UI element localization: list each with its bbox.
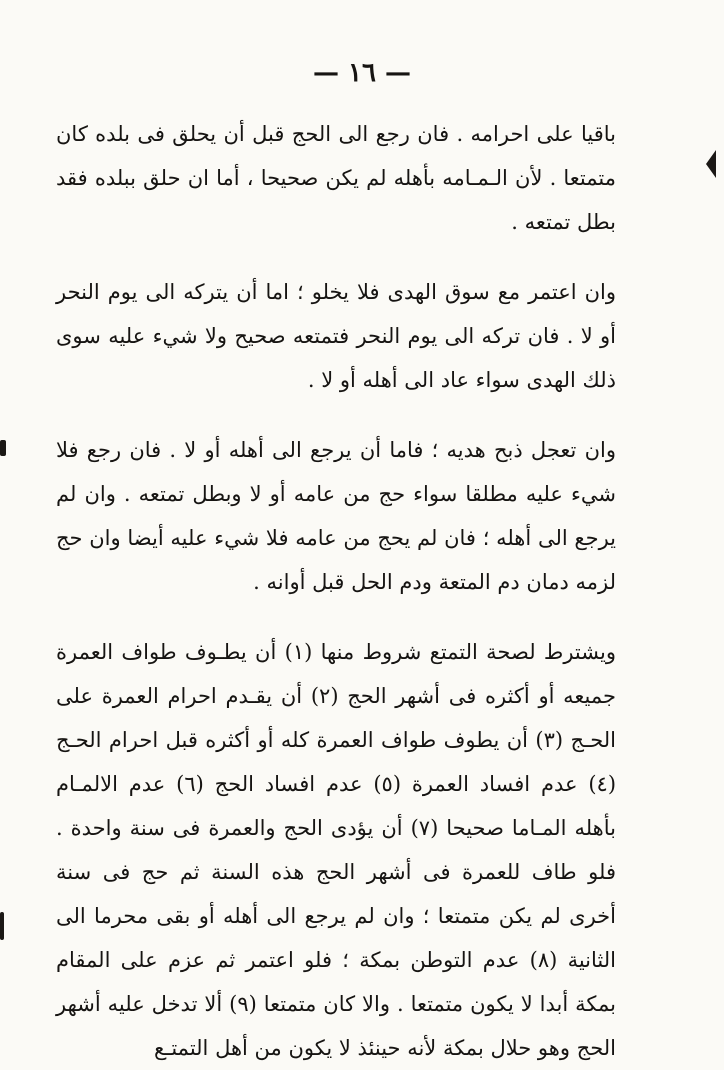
- paragraph-3: وان تعجل ذبح هديه ؛ فاما أن يرجع الى أهله أو لا . فان رجع فلا شيء عليه مطلقا سواء حج من عامه أو لا وبطل تمتعه . وان لم يرجع الى أهله ؛ فان لم يحج من عامه فلا شيء عليه أيضا وان حج لزمه دمان دم المتعة ودم الحل قبل أوانه .: [56, 438, 616, 594]
- margin-mark-icon: [706, 150, 716, 178]
- margin-mark-icon: [0, 440, 6, 456]
- paragraph-1: باقيا على احرامه . فان رجع الى الحج قبل أن يحلق فى بلده كان متمتعا . لأن الـمـامه بأهله لم يكن صحيحا ، أما ان حلق ببلده فقد بطل تمتعه .: [56, 122, 616, 234]
- page-number: — ١٦ —: [312, 58, 412, 88]
- page-body: [56, 112, 616, 1070]
- paragraph-2: وان اعتمر مع سوق الهدى فلا يخلو ؛ اما أن يتركه الى يوم النحر أو لا . فان تركه الى يوم النحر فتمتعه صحيح ولا شيء عليه سوى ذلك الهدى سواء عاد الى أهله أو لا .: [56, 280, 616, 392]
- margin-mark-icon: [0, 912, 4, 940]
- paragraph-4: ويشترط لصحة التمتع شروط منها (١) أن يطـوف طواف العمرة جميعه أو أكثره فى أشهر الحج (٢) أن يقـدم احرام العمرة على الحـج (٣) أن يطوف طواف العمرة كله أو أكثره قبل احرام الحـج (٤) عدم افساد العمرة (٥) عدم افساد الحج (٦) عدم الالمـام بأهله المـاما صحيحا (٧) أن يؤدى الحج والعمرة فى سنة واحدة . فلو طاف للعمرة فى أشهر الحج هذه السنة ثم حج فى سنة أخرى لم يكن متمتعا ؛ وان لم يرجع الى أهله أو بقى محرما الى الثانية (٨) عدم التوطن بمكة ؛ فلو اعتمر ثم عزم على المقام بمكة أبدا لا يكون متمتعا . والا كان متمتعا (٩) ألا تدخل عليه أشهر الحج وهو حلال بمكة لأنه حينئذ لا يكون من أهل التمتـع: [56, 640, 617, 1060]
